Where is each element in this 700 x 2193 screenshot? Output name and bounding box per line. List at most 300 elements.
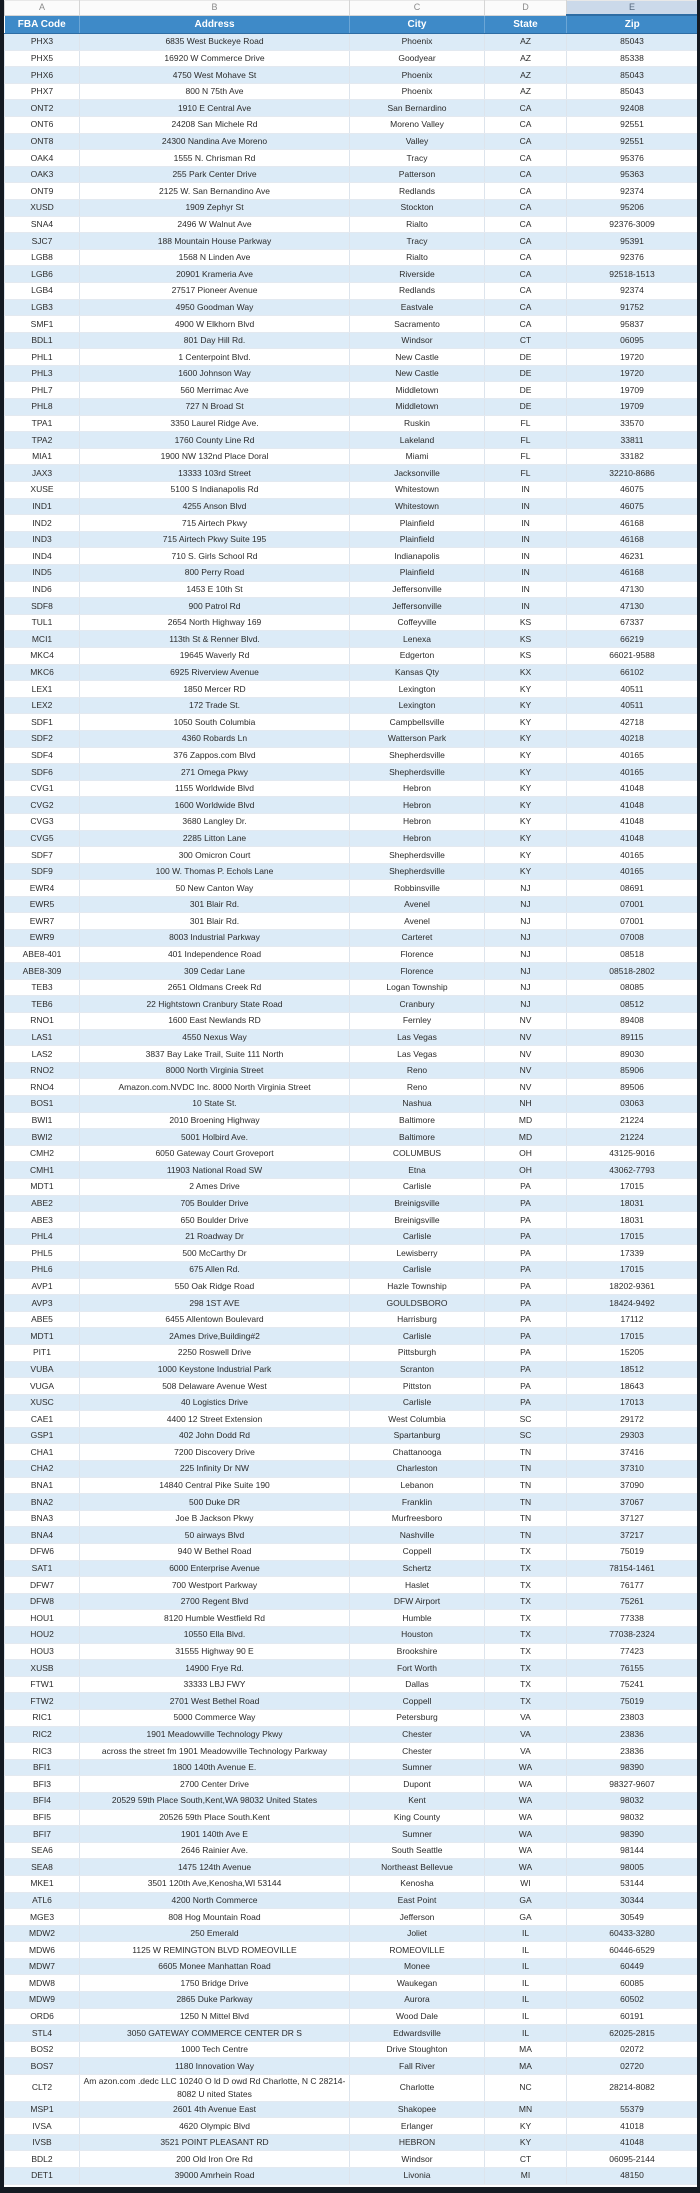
cell-state[interactable]: MD	[485, 1129, 567, 1146]
cell-city[interactable]: Coppell	[350, 1544, 485, 1561]
cell-city[interactable]: Miami	[350, 448, 485, 465]
cell-address[interactable]: 271 Omega Pkwy	[80, 764, 350, 781]
cell-city[interactable]: COLUMBUS	[350, 1145, 485, 1162]
cell-zip[interactable]: 67337	[567, 614, 698, 631]
cell-city[interactable]: Windsor	[350, 332, 485, 349]
cell-zip[interactable]: 47130	[567, 598, 698, 615]
cell-city[interactable]: Waukegan	[350, 1975, 485, 1992]
cell-fba-code[interactable]: VUBA	[5, 1361, 80, 1378]
cell-city[interactable]: Carlisle	[350, 1261, 485, 1278]
cell-state[interactable]: DE	[485, 382, 567, 399]
cell-zip[interactable]: 30549	[567, 1909, 698, 1926]
cell-fba-code[interactable]: PHL8	[5, 399, 80, 416]
cell-zip[interactable]: 60191	[567, 2008, 698, 2025]
cell-fba-code[interactable]: CVG5	[5, 830, 80, 847]
cell-fba-code[interactable]: OAK4	[5, 150, 80, 167]
cell-address[interactable]: 11903 National Road SW	[80, 1162, 350, 1179]
cell-city[interactable]: Petersburg	[350, 1709, 485, 1726]
cell-state[interactable]: AZ	[485, 34, 567, 51]
cell-address[interactable]: 900 Patrol Rd	[80, 598, 350, 615]
cell-fba-code[interactable]: DFW6	[5, 1544, 80, 1561]
cell-city[interactable]: Whitestown	[350, 482, 485, 499]
cell-address[interactable]: 298 1ST AVE	[80, 1295, 350, 1312]
cell-fba-code[interactable]: BFI1	[5, 1759, 80, 1776]
cell-state[interactable]: IN	[485, 548, 567, 565]
cell-zip[interactable]: 08691	[567, 880, 698, 897]
cell-zip[interactable]: 41048	[567, 797, 698, 814]
cell-address[interactable]: 675 Allen Rd.	[80, 1261, 350, 1278]
cell-city[interactable]: Shepherdsville	[350, 847, 485, 864]
cell-fba-code[interactable]: MKC6	[5, 664, 80, 681]
cell-fba-code[interactable]: CHA2	[5, 1461, 80, 1478]
cell-fba-code[interactable]: FTW1	[5, 1676, 80, 1693]
cell-address[interactable]: 250 Emerald	[80, 1925, 350, 1942]
cell-address[interactable]: 801 Day Hill Rd.	[80, 332, 350, 349]
cell-state[interactable]: TN	[485, 1477, 567, 1494]
cell-state[interactable]: WI	[485, 1875, 567, 1892]
cell-fba-code[interactable]: VUGA	[5, 1378, 80, 1395]
cell-city[interactable]: Rialto	[350, 249, 485, 266]
cell-address[interactable]: 22 Hightstown Cranbury State Road	[80, 996, 350, 1013]
cell-city[interactable]: Humble	[350, 1610, 485, 1627]
cell-address[interactable]: 3521 POINT PLEASANT RD	[80, 2134, 350, 2151]
cell-state[interactable]: IN	[485, 482, 567, 499]
cell-fba-code[interactable]: SNA4	[5, 216, 80, 233]
cell-fba-code[interactable]: BNA4	[5, 1527, 80, 1544]
cell-state[interactable]: IN	[485, 565, 567, 582]
cell-fba-code[interactable]: RNO1	[5, 1013, 80, 1030]
cell-address[interactable]: 500 McCarthy Dr	[80, 1245, 350, 1262]
cell-state[interactable]: TX	[485, 1627, 567, 1644]
cell-fba-code[interactable]: RIC3	[5, 1743, 80, 1760]
cell-zip[interactable]: 40165	[567, 847, 698, 864]
cell-address[interactable]: 2601 4th Avenue East	[80, 2101, 350, 2118]
cell-state[interactable]: WA	[485, 1792, 567, 1809]
cell-state[interactable]: TX	[485, 1544, 567, 1561]
cell-address[interactable]: 1 Centerpoint Blvd.	[80, 349, 350, 366]
cell-zip[interactable]: 18512	[567, 1361, 698, 1378]
cell-state[interactable]: MN	[485, 2101, 567, 2118]
cell-state[interactable]: CT	[485, 332, 567, 349]
cell-address[interactable]: 5000 Commerce Way	[80, 1709, 350, 1726]
cell-address[interactable]: 6835 West Buckeye Road	[80, 34, 350, 51]
cell-address[interactable]: 4550 Nexus Way	[80, 1029, 350, 1046]
cell-city[interactable]: Lakeland	[350, 432, 485, 449]
cell-address[interactable]: 560 Merrimac Ave	[80, 382, 350, 399]
cell-city[interactable]: Chester	[350, 1726, 485, 1743]
cell-state[interactable]: KY	[485, 2118, 567, 2135]
cell-zip[interactable]: 89506	[567, 1079, 698, 1096]
cell-address[interactable]: 1125 W REMINGTON BLVD ROMEOVILLE	[80, 1942, 350, 1959]
cell-city[interactable]: Fort Worth	[350, 1660, 485, 1677]
cell-city[interactable]: Reno	[350, 1079, 485, 1096]
cell-city[interactable]: Breinigsville	[350, 1212, 485, 1229]
cell-fba-code[interactable]: LGB4	[5, 282, 80, 299]
cell-fba-code[interactable]: HOU1	[5, 1610, 80, 1627]
cell-zip[interactable]: 32210-8686	[567, 465, 698, 482]
cell-city[interactable]: Erlanger	[350, 2118, 485, 2135]
cell-zip[interactable]: 62025-2815	[567, 2025, 698, 2042]
cell-state[interactable]: PA	[485, 1178, 567, 1195]
cell-zip[interactable]: 41048	[567, 780, 698, 797]
cell-address[interactable]: 24300 Nandina Ave Moreno	[80, 133, 350, 150]
cell-zip[interactable]: 60446-6529	[567, 1942, 698, 1959]
cell-address[interactable]: 3501 120th Ave,Kenosha,WI 53144	[80, 1875, 350, 1892]
header-city[interactable]: City	[350, 15, 485, 34]
cell-address[interactable]: 1050 South Columbia	[80, 714, 350, 731]
header-address[interactable]: Address	[80, 15, 350, 34]
cell-address[interactable]: 8003 Industrial Parkway	[80, 930, 350, 947]
cell-fba-code[interactable]: CAE1	[5, 1411, 80, 1428]
cell-address[interactable]: 3837 Bay Lake Trail, Suite 111 North	[80, 1046, 350, 1063]
cell-city[interactable]: Sacramento	[350, 316, 485, 333]
cell-fba-code[interactable]: EWR5	[5, 896, 80, 913]
cell-address[interactable]: 113th St & Renner Blvd.	[80, 631, 350, 648]
cell-address[interactable]: 1760 County Line Rd	[80, 432, 350, 449]
cell-state[interactable]: PA	[485, 1278, 567, 1295]
cell-zip[interactable]: 60433-3280	[567, 1925, 698, 1942]
cell-fba-code[interactable]: ONT2	[5, 100, 80, 117]
cell-fba-code[interactable]: SDF7	[5, 847, 80, 864]
cell-zip[interactable]: 18643	[567, 1378, 698, 1395]
cell-fba-code[interactable]: MDW2	[5, 1925, 80, 1942]
cell-zip[interactable]: 03063	[567, 1096, 698, 1113]
cell-city[interactable]: Pittston	[350, 1378, 485, 1395]
cell-state[interactable]: IL	[485, 1958, 567, 1975]
cell-state[interactable]: TN	[485, 1494, 567, 1511]
cell-state[interactable]: FL	[485, 448, 567, 465]
cell-address[interactable]: 301 Blair Rd.	[80, 896, 350, 913]
cell-state[interactable]: NV	[485, 1079, 567, 1096]
cell-address[interactable]: Am azon.com .dedc LLC 10240 O ld D owd Rd Charlotte, N C 28214-8082 U nited States	[80, 2075, 350, 2102]
cell-fba-code[interactable]: SDF4	[5, 747, 80, 764]
cell-address[interactable]: 3350 Laurel Ridge Ave.	[80, 415, 350, 432]
cell-fba-code[interactable]: IND3	[5, 531, 80, 548]
cell-zip[interactable]: 37310	[567, 1461, 698, 1478]
cell-fba-code[interactable]: ABE5	[5, 1311, 80, 1328]
cell-zip[interactable]: 98032	[567, 1792, 698, 1809]
cell-address[interactable]: 4950 Goodman Way	[80, 299, 350, 316]
cell-state[interactable]: NV	[485, 1046, 567, 1063]
cell-address[interactable]: 100 W. Thomas P. Echols Lane	[80, 863, 350, 880]
cell-zip[interactable]: 66102	[567, 664, 698, 681]
cell-fba-code[interactable]: TEB3	[5, 979, 80, 996]
cell-zip[interactable]: 29303	[567, 1427, 698, 1444]
cell-fba-code[interactable]: XUSB	[5, 1660, 80, 1677]
cell-zip[interactable]: 17013	[567, 1394, 698, 1411]
cell-city[interactable]: Chattanooga	[350, 1444, 485, 1461]
cell-fba-code[interactable]: PHX6	[5, 67, 80, 84]
cell-city[interactable]: Shepherdsville	[350, 747, 485, 764]
cell-state[interactable]: PA	[485, 1394, 567, 1411]
cell-fba-code[interactable]: LAS2	[5, 1046, 80, 1063]
cell-address[interactable]: 2701 West Bethel Road	[80, 1693, 350, 1710]
cell-city[interactable]: Shepherdsville	[350, 863, 485, 880]
cell-city[interactable]: Phoenix	[350, 34, 485, 51]
cell-state[interactable]: DE	[485, 349, 567, 366]
cell-state[interactable]: FL	[485, 432, 567, 449]
cell-state[interactable]: IN	[485, 581, 567, 598]
cell-state[interactable]: CA	[485, 216, 567, 233]
cell-city[interactable]: Fall River	[350, 2058, 485, 2075]
cell-zip[interactable]: 47130	[567, 581, 698, 598]
cell-fba-code[interactable]: FTW2	[5, 1693, 80, 1710]
cell-fba-code[interactable]: EWR9	[5, 930, 80, 947]
cell-address[interactable]: 2285 Litton Lane	[80, 830, 350, 847]
cell-fba-code[interactable]: MDT1	[5, 1178, 80, 1195]
cell-city[interactable]: Nashua	[350, 1096, 485, 1113]
cell-city[interactable]: Lebanon	[350, 1477, 485, 1494]
cell-fba-code[interactable]: TPA1	[5, 415, 80, 432]
cell-city[interactable]: Florence	[350, 946, 485, 963]
cell-address[interactable]: 3680 Langley Dr.	[80, 813, 350, 830]
cell-fba-code[interactable]: MKC4	[5, 647, 80, 664]
cell-zip[interactable]: 08518	[567, 946, 698, 963]
cell-state[interactable]: PA	[485, 1361, 567, 1378]
cell-state[interactable]: IN	[485, 498, 567, 515]
cell-state[interactable]: NJ	[485, 946, 567, 963]
cell-state[interactable]: AZ	[485, 83, 567, 100]
cell-fba-code[interactable]: MSP1	[5, 2101, 80, 2118]
column-letter-b[interactable]: B	[80, 1, 350, 16]
cell-address[interactable]: 27517 Pioneer Avenue	[80, 282, 350, 299]
cell-city[interactable]: South Seattle	[350, 1842, 485, 1859]
cell-address[interactable]: 6455 Allentown Boulevard	[80, 1311, 350, 1328]
cell-address[interactable]: 24208 San Michele Rd	[80, 116, 350, 133]
cell-address[interactable]: 1453 E 10th St	[80, 581, 350, 598]
cell-fba-code[interactable]: LAS1	[5, 1029, 80, 1046]
cell-fba-code[interactable]: HOU2	[5, 1627, 80, 1644]
cell-fba-code[interactable]: TPA2	[5, 432, 80, 449]
cell-zip[interactable]: 40165	[567, 764, 698, 781]
cell-fba-code[interactable]: RIC2	[5, 1726, 80, 1743]
cell-address[interactable]: 401 Independence Road	[80, 946, 350, 963]
cell-state[interactable]: KY	[485, 681, 567, 698]
cell-state[interactable]: PA	[485, 1295, 567, 1312]
cell-city[interactable]: Hebron	[350, 830, 485, 847]
cell-state[interactable]: WA	[485, 1759, 567, 1776]
cell-state[interactable]: NJ	[485, 979, 567, 996]
cell-fba-code[interactable]: BFI4	[5, 1792, 80, 1809]
cell-zip[interactable]: 85043	[567, 83, 698, 100]
cell-zip[interactable]: 55379	[567, 2101, 698, 2118]
column-letter-d[interactable]: D	[485, 1, 567, 16]
cell-city[interactable]: Reno	[350, 1062, 485, 1079]
cell-city[interactable]: Franklin	[350, 1494, 485, 1511]
cell-zip[interactable]: 60449	[567, 1958, 698, 1975]
cell-state[interactable]: GA	[485, 1892, 567, 1909]
cell-state[interactable]: PA	[485, 1311, 567, 1328]
cell-fba-code[interactable]: XUSC	[5, 1394, 80, 1411]
cell-state[interactable]: CA	[485, 249, 567, 266]
cell-fba-code[interactable]: SDF8	[5, 598, 80, 615]
cell-city[interactable]: Dallas	[350, 1676, 485, 1693]
cell-city[interactable]: Drive Stoughton	[350, 2041, 485, 2058]
cell-fba-code[interactable]: BDL2	[5, 2151, 80, 2168]
cell-address[interactable]: 2Ames Drive,Building#2	[80, 1328, 350, 1345]
cell-address[interactable]: 20529 59th Place South,Kent,WA 98032 United States	[80, 1792, 350, 1809]
cell-fba-code[interactable]: LGB8	[5, 249, 80, 266]
cell-city[interactable]: Campbellsville	[350, 714, 485, 731]
cell-fba-code[interactable]: ONT9	[5, 183, 80, 200]
cell-state[interactable]: NJ	[485, 896, 567, 913]
cell-zip[interactable]: 19709	[567, 382, 698, 399]
cell-state[interactable]: CA	[485, 199, 567, 216]
cell-zip[interactable]: 37127	[567, 1510, 698, 1527]
cell-city[interactable]: Plainfield	[350, 531, 485, 548]
cell-address[interactable]: 200 Old Iron Ore Rd	[80, 2151, 350, 2168]
cell-city[interactable]: Indianapolis	[350, 548, 485, 565]
cell-city[interactable]: Sumner	[350, 1826, 485, 1843]
cell-address[interactable]: 710 S. Girls School Rd	[80, 548, 350, 565]
cell-zip[interactable]: 33570	[567, 415, 698, 432]
cell-address[interactable]: 50 New Canton Way	[80, 880, 350, 897]
cell-fba-code[interactable]: EWR7	[5, 913, 80, 930]
cell-address[interactable]: 14900 Frye Rd.	[80, 1660, 350, 1677]
cell-fba-code[interactable]: SEA6	[5, 1842, 80, 1859]
cell-state[interactable]: MA	[485, 2058, 567, 2075]
cell-zip[interactable]: 15205	[567, 1344, 698, 1361]
cell-city[interactable]: Goodyear	[350, 50, 485, 67]
cell-address[interactable]: 2250 Roswell Drive	[80, 1344, 350, 1361]
cell-fba-code[interactable]: MDW6	[5, 1942, 80, 1959]
cell-city[interactable]: Nashville	[350, 1527, 485, 1544]
cell-city[interactable]: Scranton	[350, 1361, 485, 1378]
cell-fba-code[interactable]: ATL6	[5, 1892, 80, 1909]
cell-zip[interactable]: 98327-9607	[567, 1776, 698, 1793]
cell-city[interactable]: Carlisle	[350, 1328, 485, 1345]
cell-fba-code[interactable]: BOS1	[5, 1096, 80, 1113]
cell-zip[interactable]: 75261	[567, 1593, 698, 1610]
cell-state[interactable]: KY	[485, 780, 567, 797]
cell-fba-code[interactable]: ORD6	[5, 2008, 80, 2025]
cell-state[interactable]: PA	[485, 1261, 567, 1278]
cell-fba-code[interactable]: IND4	[5, 548, 80, 565]
cell-zip[interactable]: 21224	[567, 1112, 698, 1129]
cell-city[interactable]: Lewisberry	[350, 1245, 485, 1262]
cell-address[interactable]: 6605 Monee Manhattan Road	[80, 1958, 350, 1975]
cell-state[interactable]: WA	[485, 1859, 567, 1876]
cell-city[interactable]: Haslet	[350, 1577, 485, 1594]
cell-state[interactable]: KY	[485, 813, 567, 830]
cell-fba-code[interactable]: MKE1	[5, 1875, 80, 1892]
cell-zip[interactable]: 08085	[567, 979, 698, 996]
cell-address[interactable]: 700 Westport Parkway	[80, 1577, 350, 1594]
cell-fba-code[interactable]: PHL3	[5, 365, 80, 382]
cell-state[interactable]: CA	[485, 266, 567, 283]
cell-fba-code[interactable]: PHL1	[5, 349, 80, 366]
cell-city[interactable]: Hebron	[350, 813, 485, 830]
cell-fba-code[interactable]: MDW9	[5, 1992, 80, 2009]
cell-zip[interactable]: 06095-2144	[567, 2151, 698, 2168]
cell-city[interactable]: Avenel	[350, 913, 485, 930]
cell-city[interactable]: Aurora	[350, 1992, 485, 2009]
cell-fba-code[interactable]: TEB6	[5, 996, 80, 1013]
cell-zip[interactable]: 40218	[567, 730, 698, 747]
cell-zip[interactable]: 18202-9361	[567, 1278, 698, 1295]
cell-state[interactable]: FL	[485, 415, 567, 432]
cell-zip[interactable]: 37067	[567, 1494, 698, 1511]
cell-zip[interactable]: 07008	[567, 930, 698, 947]
cell-state[interactable]: AZ	[485, 67, 567, 84]
cell-address[interactable]: 1000 Keystone Industrial Park	[80, 1361, 350, 1378]
cell-fba-code[interactable]: SEA8	[5, 1859, 80, 1876]
cell-city[interactable]: New Castle	[350, 349, 485, 366]
cell-fba-code[interactable]: PHL5	[5, 1245, 80, 1262]
cell-address[interactable]: 1600 Worldwide Blvd	[80, 797, 350, 814]
cell-state[interactable]: TX	[485, 1593, 567, 1610]
cell-city[interactable]: Schertz	[350, 1560, 485, 1577]
cell-city[interactable]: Charleston	[350, 1461, 485, 1478]
cell-fba-code[interactable]: BFI5	[5, 1809, 80, 1826]
cell-fba-code[interactable]: LGB3	[5, 299, 80, 316]
cell-address[interactable]: 715 Airtech Pkwy	[80, 515, 350, 532]
cell-zip[interactable]: 46075	[567, 482, 698, 499]
cell-fba-code[interactable]: XUSD	[5, 199, 80, 216]
cell-address[interactable]: 4750 West Mohave St	[80, 67, 350, 84]
cell-zip[interactable]: 17015	[567, 1261, 698, 1278]
cell-fba-code[interactable]: MIA1	[5, 448, 80, 465]
cell-city[interactable]: Shepherdsville	[350, 764, 485, 781]
cell-zip[interactable]: 37416	[567, 1444, 698, 1461]
cell-city[interactable]: Jacksonville	[350, 465, 485, 482]
cell-fba-code[interactable]: MCI1	[5, 631, 80, 648]
cell-state[interactable]: CA	[485, 133, 567, 150]
cell-state[interactable]: PA	[485, 1378, 567, 1395]
cell-fba-code[interactable]: OAK3	[5, 166, 80, 183]
cell-city[interactable]: Robbinsville	[350, 880, 485, 897]
cell-address[interactable]: 1600 Johnson Way	[80, 365, 350, 382]
cell-city[interactable]: Jeffersonville	[350, 598, 485, 615]
cell-city[interactable]: Logan Township	[350, 979, 485, 996]
cell-zip[interactable]: 92374	[567, 282, 698, 299]
column-letter-a[interactable]: A	[5, 1, 80, 16]
cell-zip[interactable]: 91752	[567, 299, 698, 316]
cell-city[interactable]: Fernley	[350, 1013, 485, 1030]
cell-city[interactable]: West Columbia	[350, 1411, 485, 1428]
cell-zip[interactable]: 18424-9492	[567, 1295, 698, 1312]
cell-address[interactable]: 33333 LBJ FWY	[80, 1676, 350, 1693]
cell-address[interactable]: 50 airways Blvd	[80, 1527, 350, 1544]
cell-address[interactable]: 1850 Mercer RD	[80, 681, 350, 698]
cell-fba-code[interactable]: RNO2	[5, 1062, 80, 1079]
cell-address[interactable]: 20901 Krameria Ave	[80, 266, 350, 283]
cell-state[interactable]: CA	[485, 116, 567, 133]
cell-address[interactable]: 4200 North Commerce	[80, 1892, 350, 1909]
cell-zip[interactable]: 23836	[567, 1743, 698, 1760]
cell-state[interactable]: NV	[485, 1062, 567, 1079]
cell-fba-code[interactable]: BDL1	[5, 332, 80, 349]
cell-city[interactable]: Harrisburg	[350, 1311, 485, 1328]
cell-city[interactable]: Etna	[350, 1162, 485, 1179]
cell-address[interactable]: 255 Park Center Drive	[80, 166, 350, 183]
cell-zip[interactable]: 95391	[567, 233, 698, 250]
cell-address[interactable]: 727 N Broad St	[80, 399, 350, 416]
cell-zip[interactable]: 43062-7793	[567, 1162, 698, 1179]
cell-city[interactable]: Northeast Bellevue	[350, 1859, 485, 1876]
cell-zip[interactable]: 30344	[567, 1892, 698, 1909]
cell-zip[interactable]: 17015	[567, 1228, 698, 1245]
cell-state[interactable]: PA	[485, 1245, 567, 1262]
cell-zip[interactable]: 29172	[567, 1411, 698, 1428]
cell-address[interactable]: 8000 North Virginia Street	[80, 1062, 350, 1079]
cell-city[interactable]: Breinigsville	[350, 1195, 485, 1212]
cell-city[interactable]: New Castle	[350, 365, 485, 382]
cell-city[interactable]: Middletown	[350, 399, 485, 416]
cell-fba-code[interactable]: BWI1	[5, 1112, 80, 1129]
cell-zip[interactable]: 98032	[567, 1809, 698, 1826]
cell-state[interactable]: NC	[485, 2075, 567, 2102]
